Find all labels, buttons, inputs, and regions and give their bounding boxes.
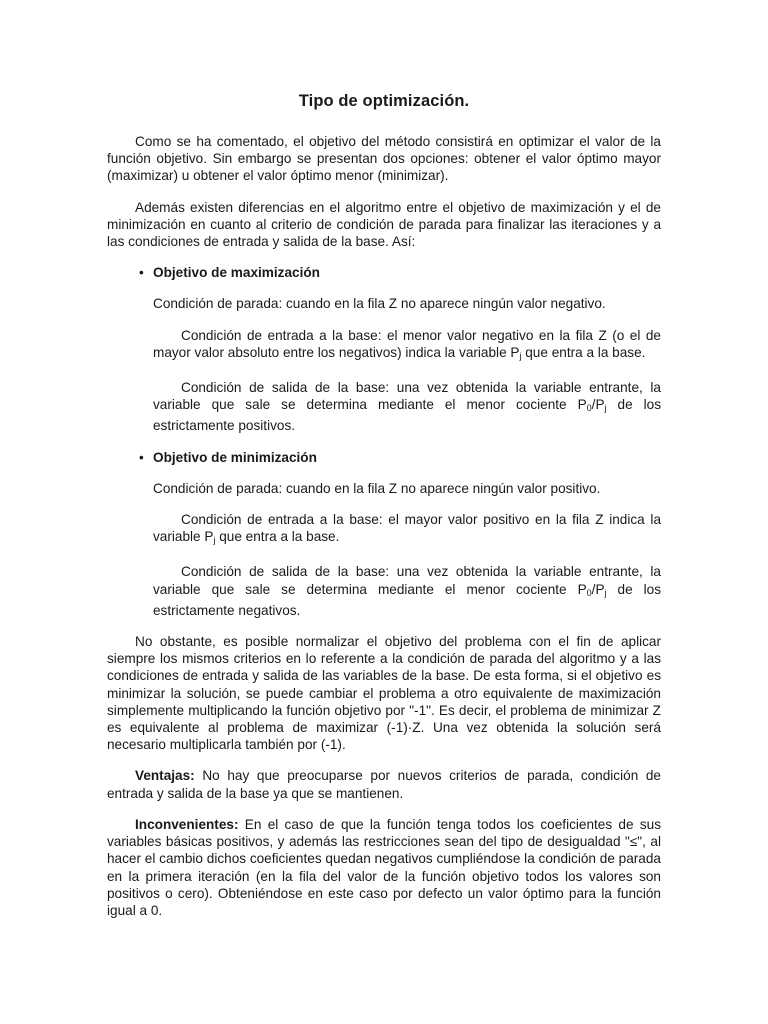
min-exit-condition: Condición de salida de la base: una vez obtenida la variable entrante, la variable que sale se determina mediante el menor cociente $P_0/P_j$ de los estrictamente negativos. — [153, 564, 661, 618]
intro-paragraph: Como se ha comentado, el objetivo del método consistirá en optimizar el valor de la función objetivo. Sin embargo se presentan dos opciones: obtener el valor óptimo mayor (maximizar) u obtener el valor óptimo menor (minimizar). — [107, 134, 661, 184]
max-exit-condition: Condición de salida de la base: una vez obtenida la variable entrante, la variable que sale se determina mediante el menor cociente $P_0/P_j$ de los estrictamente positivos. — [153, 380, 661, 434]
maximization-heading: Objetivo de maximización — [153, 265, 320, 281]
advantages-label: Ventajas: — [135, 768, 195, 784]
min-stop-condition: Condición de parada: cuando en la fila Z no aparece ningún valor positivo. — [153, 480, 601, 496]
bullet-maximization — [139, 264, 661, 281]
document-page — [107, 92, 661, 933]
bullet-minimization — [139, 449, 661, 466]
min-entry-condition: Condición de entrada a la base: el mayor valor positivo en la fila Z indica la variable $P_j$ que entra a la base. — [153, 512, 661, 546]
normalization-paragraph: No obstante, es posible normalizar el objetivo del problema con el fin de aplicar siempre los mismos criterios en lo referente a la condición de parada del algoritmo y a las condiciones de entrada y salida de las variables de la base. De esta forma, si el objetivo es minimizar la solución, se puede cambiar el problema a otro equivalente de maximización simplemente multiplicando la función objetivo por "-1". Es decir, el problema de minimizar Z es equivalente al problema de maximizar (-1)·Z. Una vez obtenida la solución será necesario multiplicarla también por (-1). — [107, 634, 661, 753]
bullet-icon: • — [139, 449, 144, 465]
bullet-icon: • — [139, 265, 144, 281]
page-title: Tipo de optimización. — [298, 92, 470, 110]
differences-paragraph: Además existen diferencias en el algoritmo entre el objetivo de maximización y el de minimización en cuanto al criterio de condición de parada para finalizar las iteraciones y a las condiciones de entrada y salida de la base. Así: — [107, 199, 661, 250]
max-entry-condition: Condición de entrada a la base: el menor valor negativo en la fila Z (o el de mayor valor absoluto entre los negativos) indica la variable $P_j$ que entra a la base. — [153, 327, 661, 361]
advantages-paragraph: Ventajas: No hay que preocuparse por nuevos criterios de parada, condición de entrada y salida de la base ya que se mantienen. — [107, 768, 661, 801]
disadvantages-paragraph: Inconvenientes: En el caso de que la función tenga todos los coeficientes de sus variables básicas positivos, y además las restricciones sean del tipo de desigualdad "≤", al hacer el cambio dichos coeficientes quedan negativos cumpliéndose la condición de parada en la primera iteración (en la fila del valor de la función objetivo todos los valores son positivos o cero). Obteniéndose en este caso por defecto un valor óptimo para la función igual a 0. — [107, 816, 661, 918]
disadvantages-label: Inconvenientes: — [135, 816, 239, 832]
minimization-heading: Objetivo de minimización — [153, 449, 317, 465]
max-stop-condition: Condición de parada: cuando en la fila Z no aparece ningún valor negativo. — [153, 296, 606, 312]
